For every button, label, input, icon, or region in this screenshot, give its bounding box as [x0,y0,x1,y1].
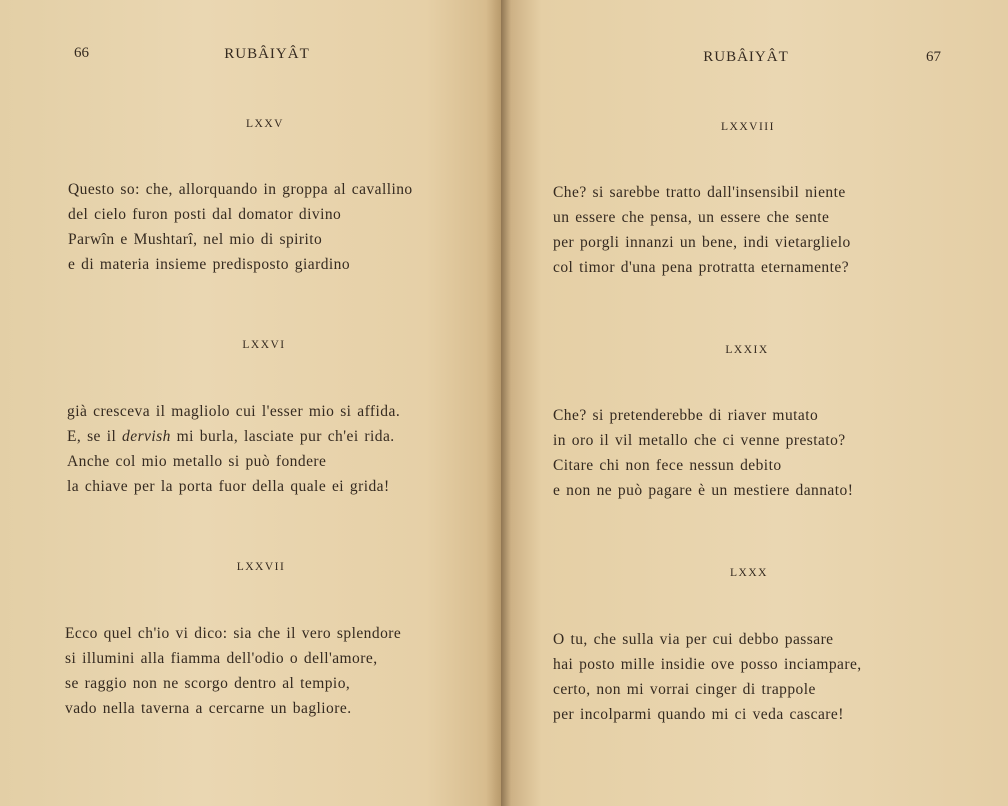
verse-line: del cielo furon posti dal domator divino [68,206,342,223]
verse-line: Che? si pretenderebbe di riaver mutato [553,407,819,424]
stanza-numeral: LXXVII [236,561,286,573]
page-number: 66 [74,45,89,61]
verse-line: Questo so: che, allorquando in groppa al cavallino [68,181,413,198]
verse-line: Ecco quel ch'io vi dico: sia che il vero splendore [65,625,402,642]
running-head: RUBÂIYÂT [224,46,310,62]
stanza-numeral: LXXIX [725,344,769,356]
left-page [0,0,501,806]
verse-line: la chiave per la porta fuor della quale ei grida! [67,478,390,495]
stanza-numeral: LXXV [246,118,284,130]
verse-line [67,428,395,446]
verse-line: e di materia insieme predisposto giardino [68,256,351,273]
page-number: 67 [926,49,941,65]
italic-word: dervish [122,428,171,445]
verse-line: per porgli innanzi un bene, indi vietarglielo [553,234,851,251]
verse-line: e non ne può pagare è un mestiere dannato! [553,482,854,499]
verse-line: se raggio non ne scorgo dentro al tempio, [65,675,351,692]
verse-line: col timor d'una pena protratta eternamente? [553,259,850,276]
verse-line: Anche col mio metallo si può fondere [67,453,327,470]
verse-line: vado nella taverna a cercarne un bagliore. [65,700,352,717]
stanza-numeral: LXXVIII [721,121,775,133]
running-head: RUBÂIYÂT [703,49,789,65]
verse-line: Che? si sarebbe tratto dall'insensibil niente [553,184,846,201]
verse-line: certo, non mi vorrai cinger di trappole [553,681,816,698]
stanza-numeral: LXXVI [242,339,286,351]
verse-line: in oro il vil metallo che ci venne prestato? [553,432,846,449]
verse-line: per incolparmi quando mi ci veda cascare! [553,706,844,723]
verse-line: O tu, che sulla via per cui debbo passare [553,631,834,648]
verse-line: Citare chi non fece nessun debito [553,457,782,474]
verse-text: mi burla, lasciate pur ch'ei rida. [170,428,395,445]
verse-line: un essere che pensa, un essere che sente [553,209,830,226]
verse-line: già cresceva il magliolo cui l'esser mio si affida. [67,403,401,420]
verse-line: Parwîn e Mushtarî, nel mio di spirito [68,231,323,248]
stanza-numeral: LXXX [730,567,768,579]
verse-text: E, se il [67,428,123,445]
right-page [501,0,1008,806]
verse-line: hai posto mille insidie ove posso inciampare, [553,656,862,673]
verse-line: si illumini alla fiamma dell'odio o dell'amore, [65,650,378,667]
